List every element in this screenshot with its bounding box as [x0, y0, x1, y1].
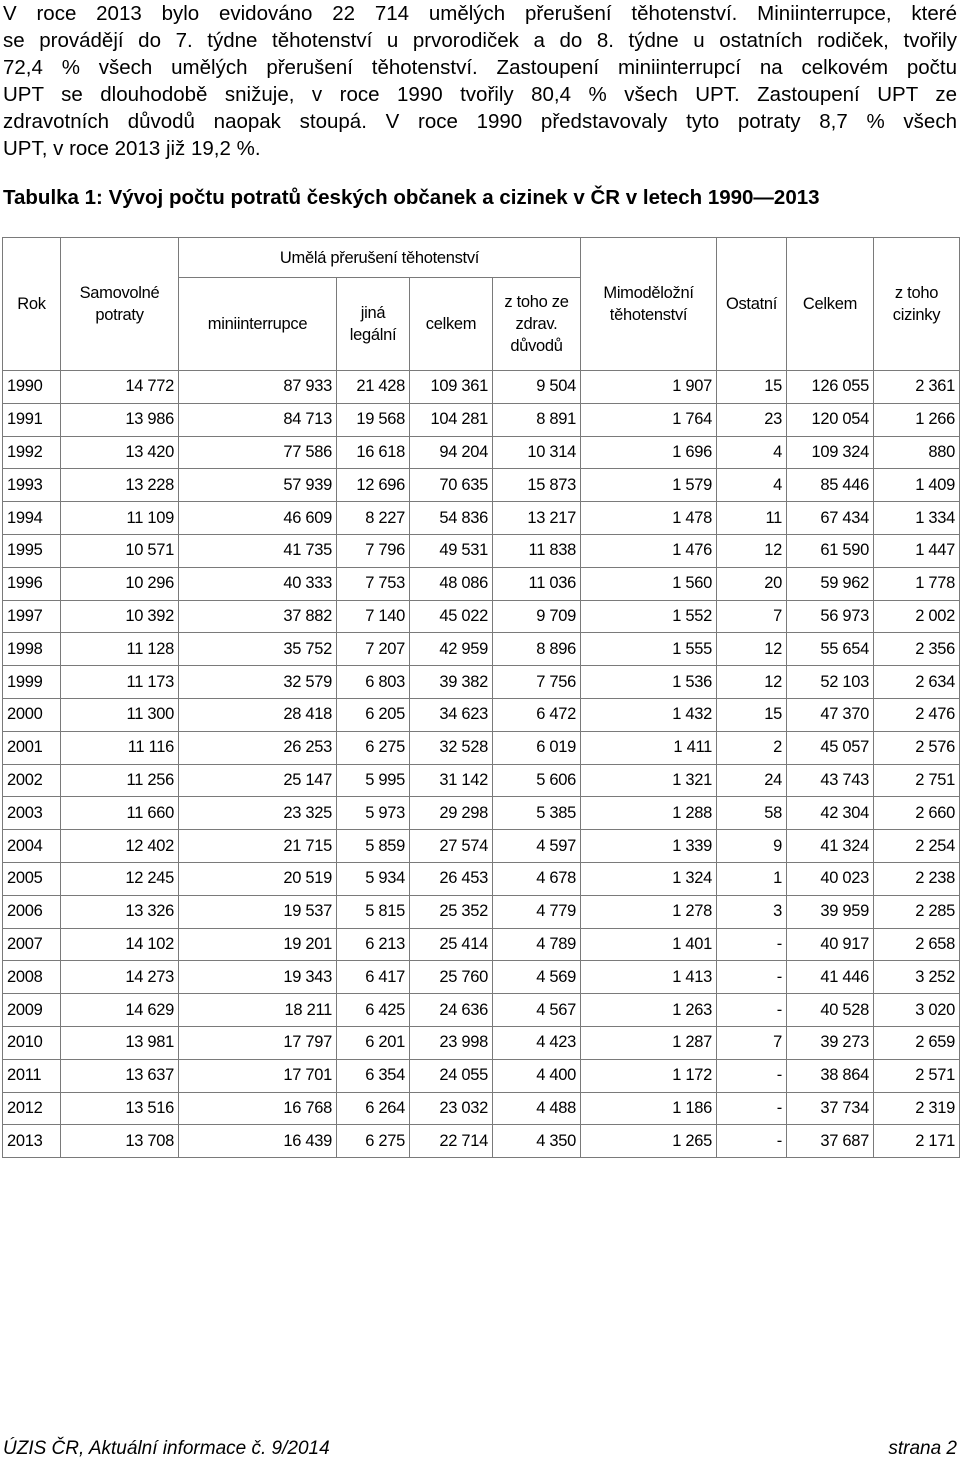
cell-samovolne: 12 402 — [61, 830, 179, 863]
cell-celkem: 55 654 — [787, 633, 874, 666]
cell-celkem: 40 528 — [787, 994, 874, 1027]
header-z-toho-cizinky: z toho cizinky — [874, 238, 960, 371]
cell-ostatni: - — [717, 1125, 787, 1158]
cell-celkem: 52 103 — [787, 666, 874, 699]
table-row — [3, 830, 960, 863]
cell-celkem-upt: 45 022 — [410, 600, 493, 633]
cell-celkem: 59 962 — [787, 567, 874, 600]
cell-celkem-upt: 49 531 — [410, 534, 493, 567]
abortion-statistics-table — [2, 237, 960, 1158]
cell-cizinky: 2 660 — [874, 797, 960, 830]
cell-jina-legalni: 6 275 — [337, 731, 410, 764]
cell-miniinterrupce: 32 579 — [179, 666, 337, 699]
cell-zdrav-duvody: 15 873 — [493, 469, 581, 502]
header-mimodelozni: Mimoděložní těhotenství — [581, 238, 717, 371]
footer-source: ÚZIS ČR, Aktuální informace č. 9/2014 — [3, 1438, 330, 1459]
cell-celkem-upt: 34 623 — [410, 698, 493, 731]
cell-year: 1998 — [3, 633, 61, 666]
cell-celkem-upt: 27 574 — [410, 830, 493, 863]
cell-cizinky: 3 252 — [874, 961, 960, 994]
cell-mimodelozni: 1 321 — [581, 764, 717, 797]
cell-jina-legalni: 7 753 — [337, 567, 410, 600]
cell-jina-legalni: 12 696 — [337, 469, 410, 502]
cell-miniinterrupce: 19 201 — [179, 928, 337, 961]
cell-zdrav-duvody: 4 423 — [493, 1026, 581, 1059]
cell-samovolne: 13 420 — [61, 436, 179, 469]
cell-year: 2003 — [3, 797, 61, 830]
cell-mimodelozni: 1 172 — [581, 1059, 717, 1092]
cell-mimodelozni: 1 696 — [581, 436, 717, 469]
cell-cizinky: 2 319 — [874, 1092, 960, 1125]
cell-ostatni: 12 — [717, 633, 787, 666]
cell-ostatni: 23 — [717, 403, 787, 436]
cell-miniinterrupce: 17 701 — [179, 1059, 337, 1092]
cell-jina-legalni: 5 973 — [337, 797, 410, 830]
header-z-toho-zdrav: z toho ze zdrav. důvodů — [493, 278, 581, 371]
cell-cizinky: 1 447 — [874, 534, 960, 567]
table-row — [3, 469, 960, 502]
cell-celkem-upt: 25 352 — [410, 895, 493, 928]
cell-mimodelozni: 1 324 — [581, 862, 717, 895]
cell-year: 1991 — [3, 403, 61, 436]
cell-celkem: 39 959 — [787, 895, 874, 928]
cell-jina-legalni: 6 201 — [337, 1026, 410, 1059]
cell-mimodelozni: 1 401 — [581, 928, 717, 961]
cell-celkem-upt: 24 636 — [410, 994, 493, 1027]
cell-year: 1996 — [3, 567, 61, 600]
cell-celkem-upt: 29 298 — [410, 797, 493, 830]
cell-zdrav-duvody: 4 678 — [493, 862, 581, 895]
cell-cizinky: 2 361 — [874, 371, 960, 404]
cell-jina-legalni: 5 995 — [337, 764, 410, 797]
cell-jina-legalni: 6 205 — [337, 698, 410, 731]
cell-ostatni: - — [717, 961, 787, 994]
table-row — [3, 731, 960, 764]
cell-year: 1997 — [3, 600, 61, 633]
cell-jina-legalni: 7 140 — [337, 600, 410, 633]
cell-samovolne: 13 228 — [61, 469, 179, 502]
header-jina-legalni: jiná legální — [337, 278, 410, 371]
cell-celkem: 67 434 — [787, 502, 874, 535]
cell-celkem-upt: 22 714 — [410, 1125, 493, 1158]
table-row — [3, 764, 960, 797]
cell-celkem: 43 743 — [787, 764, 874, 797]
cell-zdrav-duvody: 7 756 — [493, 666, 581, 699]
cell-samovolne: 14 273 — [61, 961, 179, 994]
cell-year: 2007 — [3, 928, 61, 961]
cell-mimodelozni: 1 186 — [581, 1092, 717, 1125]
intro-line: zdravotních důvodů naopak stoupá. V roce 1990 představovaly tyto potraty 8,7 % všech — [3, 110, 957, 133]
cell-samovolne: 10 392 — [61, 600, 179, 633]
cell-mimodelozni: 1 536 — [581, 666, 717, 699]
cell-year: 1992 — [3, 436, 61, 469]
intro-line: 72,4 % všech umělých přerušení těhotenství. Zastoupení miniinterrupcí na celkovém počtu — [3, 56, 957, 79]
cell-miniinterrupce: 28 418 — [179, 698, 337, 731]
cell-zdrav-duvody: 4 488 — [493, 1092, 581, 1125]
cell-miniinterrupce: 21 715 — [179, 830, 337, 863]
cell-ostatni: 11 — [717, 502, 787, 535]
cell-mimodelozni: 1 339 — [581, 830, 717, 863]
cell-mimodelozni: 1 411 — [581, 731, 717, 764]
cell-zdrav-duvody: 4 567 — [493, 994, 581, 1027]
cell-zdrav-duvody: 11 838 — [493, 534, 581, 567]
cell-cizinky: 2 659 — [874, 1026, 960, 1059]
cell-miniinterrupce: 37 882 — [179, 600, 337, 633]
table-row — [3, 862, 960, 895]
cell-samovolne: 14 629 — [61, 994, 179, 1027]
table-row — [3, 1059, 960, 1092]
header-ostatni: Ostatní — [717, 238, 787, 371]
cell-miniinterrupce: 40 333 — [179, 567, 337, 600]
table-row — [3, 403, 960, 436]
cell-year: 1990 — [3, 371, 61, 404]
cell-celkem: 38 864 — [787, 1059, 874, 1092]
cell-jina-legalni: 6 417 — [337, 961, 410, 994]
cell-cizinky: 1 266 — [874, 403, 960, 436]
cell-jina-legalni: 7 207 — [337, 633, 410, 666]
intro-line: V roce 2013 bylo evidováno 22 714 umělých přerušení těhotenství. Miniinterrupce, které — [3, 2, 957, 25]
cell-celkem: 40 023 — [787, 862, 874, 895]
cell-year: 2010 — [3, 1026, 61, 1059]
cell-year: 1993 — [3, 469, 61, 502]
header-celkem: Celkem — [787, 238, 874, 371]
cell-zdrav-duvody: 8 896 — [493, 633, 581, 666]
cell-miniinterrupce: 25 147 — [179, 764, 337, 797]
header-celkem-upt: celkem — [410, 278, 493, 371]
cell-celkem: 41 446 — [787, 961, 874, 994]
table-row — [3, 1125, 960, 1158]
footer-page-number: strana 2 — [888, 1438, 957, 1459]
cell-celkem-upt: 32 528 — [410, 731, 493, 764]
cell-celkem: 56 973 — [787, 600, 874, 633]
cell-jina-legalni: 21 428 — [337, 371, 410, 404]
cell-cizinky: 2 002 — [874, 600, 960, 633]
cell-cizinky: 2 171 — [874, 1125, 960, 1158]
cell-cizinky: 2 658 — [874, 928, 960, 961]
cell-miniinterrupce: 20 519 — [179, 862, 337, 895]
cell-celkem-upt: 24 055 — [410, 1059, 493, 1092]
cell-miniinterrupce: 16 439 — [179, 1125, 337, 1158]
cell-year: 2002 — [3, 764, 61, 797]
cell-samovolne: 11 300 — [61, 698, 179, 731]
cell-celkem: 61 590 — [787, 534, 874, 567]
cell-samovolne: 11 660 — [61, 797, 179, 830]
cell-celkem-upt: 70 635 — [410, 469, 493, 502]
cell-samovolne: 13 326 — [61, 895, 179, 928]
cell-celkem-upt: 31 142 — [410, 764, 493, 797]
cell-cizinky: 1 778 — [874, 567, 960, 600]
cell-cizinky: 2 356 — [874, 633, 960, 666]
cell-mimodelozni: 1 552 — [581, 600, 717, 633]
cell-ostatni: 9 — [717, 830, 787, 863]
cell-celkem: 120 054 — [787, 403, 874, 436]
cell-mimodelozni: 1 278 — [581, 895, 717, 928]
cell-cizinky: 1 334 — [874, 502, 960, 535]
cell-zdrav-duvody: 13 217 — [493, 502, 581, 535]
cell-mimodelozni: 1 288 — [581, 797, 717, 830]
cell-ostatni: - — [717, 1092, 787, 1125]
cell-mimodelozni: 1 560 — [581, 567, 717, 600]
cell-year: 1995 — [3, 534, 61, 567]
cell-celkem: 45 057 — [787, 731, 874, 764]
cell-mimodelozni: 1 263 — [581, 994, 717, 1027]
cell-jina-legalni: 7 796 — [337, 534, 410, 567]
cell-cizinky: 880 — [874, 436, 960, 469]
cell-mimodelozni: 1 287 — [581, 1026, 717, 1059]
table-row — [3, 371, 960, 404]
cell-zdrav-duvody: 9 504 — [493, 371, 581, 404]
cell-ostatni: 15 — [717, 698, 787, 731]
cell-celkem: 126 055 — [787, 371, 874, 404]
cell-cizinky: 2 576 — [874, 731, 960, 764]
cell-samovolne: 11 173 — [61, 666, 179, 699]
cell-year: 2013 — [3, 1125, 61, 1158]
cell-celkem-upt: 26 453 — [410, 862, 493, 895]
cell-celkem-upt: 25 760 — [410, 961, 493, 994]
cell-samovolne: 13 981 — [61, 1026, 179, 1059]
cell-miniinterrupce: 77 586 — [179, 436, 337, 469]
cell-celkem: 85 446 — [787, 469, 874, 502]
cell-jina-legalni: 16 618 — [337, 436, 410, 469]
cell-zdrav-duvody: 4 400 — [493, 1059, 581, 1092]
cell-miniinterrupce: 16 768 — [179, 1092, 337, 1125]
cell-samovolne: 13 637 — [61, 1059, 179, 1092]
cell-mimodelozni: 1 413 — [581, 961, 717, 994]
cell-miniinterrupce: 57 939 — [179, 469, 337, 502]
cell-zdrav-duvody: 10 314 — [493, 436, 581, 469]
cell-samovolne: 10 296 — [61, 567, 179, 600]
cell-celkem: 42 304 — [787, 797, 874, 830]
cell-year: 2012 — [3, 1092, 61, 1125]
cell-celkem: 37 687 — [787, 1125, 874, 1158]
cell-ostatni: - — [717, 928, 787, 961]
cell-zdrav-duvody: 9 709 — [493, 600, 581, 633]
table-row — [3, 567, 960, 600]
table-row — [3, 895, 960, 928]
cell-miniinterrupce: 35 752 — [179, 633, 337, 666]
cell-zdrav-duvody: 5 385 — [493, 797, 581, 830]
cell-cizinky: 2 571 — [874, 1059, 960, 1092]
cell-celkem-upt: 25 414 — [410, 928, 493, 961]
cell-samovolne: 14 772 — [61, 371, 179, 404]
header-umela-preruseni-group: Umělá přerušení těhotenství — [179, 238, 581, 278]
cell-jina-legalni: 5 859 — [337, 830, 410, 863]
cell-samovolne: 11 256 — [61, 764, 179, 797]
cell-year: 2000 — [3, 698, 61, 731]
cell-celkem-upt: 39 382 — [410, 666, 493, 699]
header-rok: Rok — [3, 238, 61, 371]
cell-year: 2004 — [3, 830, 61, 863]
cell-celkem-upt: 109 361 — [410, 371, 493, 404]
cell-jina-legalni: 19 568 — [337, 403, 410, 436]
cell-ostatni: 7 — [717, 600, 787, 633]
cell-jina-legalni: 6 803 — [337, 666, 410, 699]
cell-year: 1999 — [3, 666, 61, 699]
cell-jina-legalni: 6 275 — [337, 1125, 410, 1158]
cell-zdrav-duvody: 4 789 — [493, 928, 581, 961]
cell-mimodelozni: 1 265 — [581, 1125, 717, 1158]
cell-cizinky: 2 476 — [874, 698, 960, 731]
cell-mimodelozni: 1 555 — [581, 633, 717, 666]
cell-miniinterrupce: 19 537 — [179, 895, 337, 928]
cell-ostatni: - — [717, 1059, 787, 1092]
cell-cizinky: 1 409 — [874, 469, 960, 502]
header-samovolne-potraty: Samovolné potraty — [61, 238, 179, 371]
cell-celkem-upt: 48 086 — [410, 567, 493, 600]
cell-zdrav-duvody: 4 569 — [493, 961, 581, 994]
cell-ostatni: 4 — [717, 469, 787, 502]
cell-ostatni: 58 — [717, 797, 787, 830]
cell-celkem: 47 370 — [787, 698, 874, 731]
table-row — [3, 633, 960, 666]
cell-celkem: 39 273 — [787, 1026, 874, 1059]
cell-ostatni: 1 — [717, 862, 787, 895]
cell-cizinky: 2 254 — [874, 830, 960, 863]
cell-miniinterrupce: 26 253 — [179, 731, 337, 764]
cell-ostatni: 15 — [717, 371, 787, 404]
cell-samovolne: 11 109 — [61, 502, 179, 535]
cell-samovolne: 10 571 — [61, 534, 179, 567]
cell-zdrav-duvody: 5 606 — [493, 764, 581, 797]
cell-samovolne: 12 245 — [61, 862, 179, 895]
cell-year: 2011 — [3, 1059, 61, 1092]
cell-mimodelozni: 1 476 — [581, 534, 717, 567]
cell-miniinterrupce: 46 609 — [179, 502, 337, 535]
cell-celkem-upt: 54 836 — [410, 502, 493, 535]
table-row — [3, 1026, 960, 1059]
cell-miniinterrupce: 17 797 — [179, 1026, 337, 1059]
cell-miniinterrupce: 23 325 — [179, 797, 337, 830]
cell-year: 1994 — [3, 502, 61, 535]
cell-miniinterrupce: 19 343 — [179, 961, 337, 994]
table-row — [3, 928, 960, 961]
table-body — [3, 371, 960, 1158]
cell-year: 2005 — [3, 862, 61, 895]
intro-line: se provádějí do 7. týdne těhotenství u prvorodiček a do 8. týdne u ostatních rodiček, tvořily — [3, 29, 957, 52]
cell-ostatni: 12 — [717, 534, 787, 567]
cell-zdrav-duvody: 4 779 — [493, 895, 581, 928]
cell-cizinky: 2 751 — [874, 764, 960, 797]
cell-samovolne: 13 986 — [61, 403, 179, 436]
cell-zdrav-duvody: 11 036 — [493, 567, 581, 600]
cell-year: 2001 — [3, 731, 61, 764]
table-row — [3, 961, 960, 994]
cell-ostatni: 20 — [717, 567, 787, 600]
cell-mimodelozni: 1 478 — [581, 502, 717, 535]
cell-cizinky: 2 285 — [874, 895, 960, 928]
intro-paragraph — [3, 0, 957, 162]
cell-zdrav-duvody: 4 350 — [493, 1125, 581, 1158]
cell-celkem: 40 917 — [787, 928, 874, 961]
cell-year: 2009 — [3, 994, 61, 1027]
cell-jina-legalni: 6 264 — [337, 1092, 410, 1125]
table-row — [3, 436, 960, 469]
cell-celkem-upt: 23 998 — [410, 1026, 493, 1059]
cell-celkem-upt: 94 204 — [410, 436, 493, 469]
cell-ostatni: 4 — [717, 436, 787, 469]
cell-samovolne: 13 708 — [61, 1125, 179, 1158]
cell-celkem-upt: 104 281 — [410, 403, 493, 436]
cell-zdrav-duvody: 4 597 — [493, 830, 581, 863]
cell-miniinterrupce: 84 713 — [179, 403, 337, 436]
cell-cizinky: 2 238 — [874, 862, 960, 895]
cell-samovolne: 13 516 — [61, 1092, 179, 1125]
cell-samovolne: 11 128 — [61, 633, 179, 666]
cell-zdrav-duvody: 6 019 — [493, 731, 581, 764]
table-row — [3, 502, 960, 535]
cell-miniinterrupce: 18 211 — [179, 994, 337, 1027]
cell-cizinky: 3 020 — [874, 994, 960, 1027]
cell-ostatni: 24 — [717, 764, 787, 797]
cell-year: 2008 — [3, 961, 61, 994]
cell-samovolne: 14 102 — [61, 928, 179, 961]
cell-ostatni: 3 — [717, 895, 787, 928]
cell-ostatni: 7 — [717, 1026, 787, 1059]
cell-celkem-upt: 42 959 — [410, 633, 493, 666]
table-caption: Tabulka 1: Vývoj počtu potratů českých občanek a cizinek v ČR v letech 1990—2013 — [3, 186, 820, 209]
cell-celkem: 37 734 — [787, 1092, 874, 1125]
table-row — [3, 797, 960, 830]
cell-jina-legalni: 6 213 — [337, 928, 410, 961]
cell-cizinky: 2 634 — [874, 666, 960, 699]
cell-zdrav-duvody: 8 891 — [493, 403, 581, 436]
table-row — [3, 534, 960, 567]
table-row — [3, 994, 960, 1027]
cell-mimodelozni: 1 579 — [581, 469, 717, 502]
cell-jina-legalni: 5 815 — [337, 895, 410, 928]
cell-celkem: 41 324 — [787, 830, 874, 863]
cell-mimodelozni: 1 432 — [581, 698, 717, 731]
cell-jina-legalni: 6 425 — [337, 994, 410, 1027]
table-row — [3, 698, 960, 731]
table-row — [3, 666, 960, 699]
header-miniinterrupce: miniinterrupce — [179, 278, 337, 371]
cell-jina-legalni: 5 934 — [337, 862, 410, 895]
table-row — [3, 600, 960, 633]
cell-miniinterrupce: 87 933 — [179, 371, 337, 404]
cell-miniinterrupce: 41 735 — [179, 534, 337, 567]
cell-ostatni: - — [717, 994, 787, 1027]
intro-line: UPT, v roce 2013 již 19,2 %. — [3, 137, 261, 160]
cell-mimodelozni: 1 764 — [581, 403, 717, 436]
cell-celkem-upt: 23 032 — [410, 1092, 493, 1125]
cell-zdrav-duvody: 6 472 — [493, 698, 581, 731]
cell-jina-legalni: 8 227 — [337, 502, 410, 535]
intro-line: UPT se dlouhodobě snižuje, v roce 1990 tvořily 80,4 % všech UPT. Zastoupení UPT ze — [3, 83, 957, 106]
cell-mimodelozni: 1 907 — [581, 371, 717, 404]
cell-jina-legalni: 6 354 — [337, 1059, 410, 1092]
cell-year: 2006 — [3, 895, 61, 928]
cell-ostatni: 2 — [717, 731, 787, 764]
cell-celkem: 109 324 — [787, 436, 874, 469]
cell-ostatni: 12 — [717, 666, 787, 699]
cell-samovolne: 11 116 — [61, 731, 179, 764]
table-row — [3, 1092, 960, 1125]
